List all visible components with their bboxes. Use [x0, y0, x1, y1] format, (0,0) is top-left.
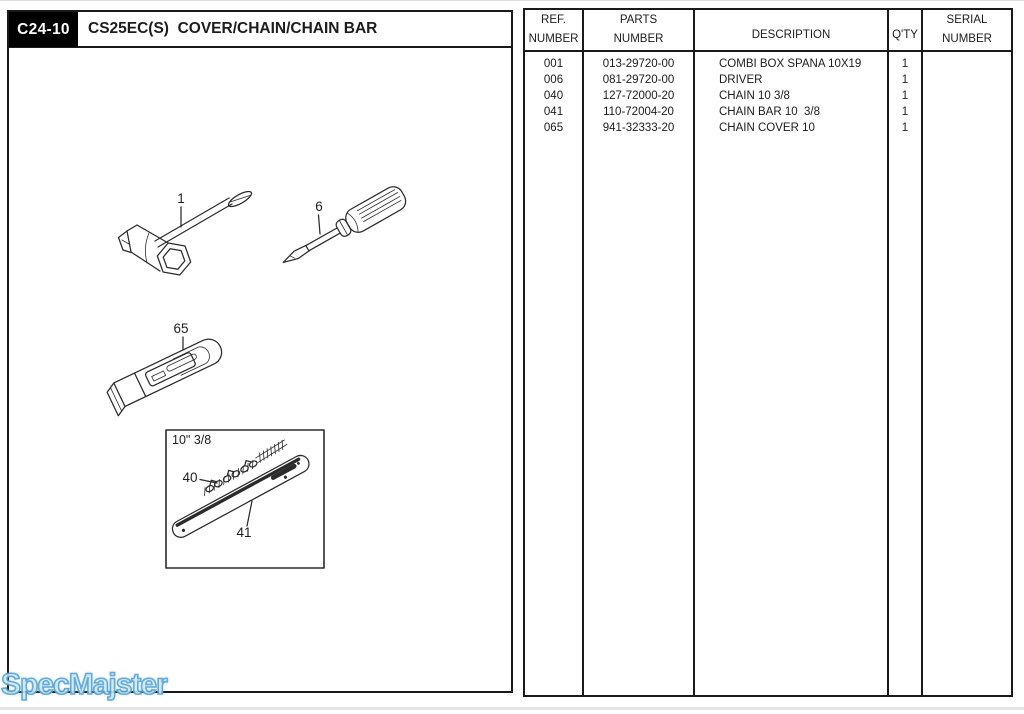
table-cell: CHAIN 10 3/8 [719, 90, 790, 102]
qty-cells [889, 52, 921, 136]
table-cell [923, 56, 1011, 72]
table-cell [923, 104, 1011, 120]
diagram-panel [7, 10, 513, 693]
page-code-badge [9, 12, 78, 47]
header-text: DESCRIPTION [751, 29, 831, 41]
table-cell: 065 [543, 122, 564, 134]
table-cell [923, 72, 1011, 88]
ref-number-cells [525, 52, 582, 136]
header-parts-number [584, 10, 693, 52]
part-label-41: 41 [236, 525, 252, 540]
page-code: C24-10 [17, 20, 70, 38]
column-qty [889, 10, 923, 695]
part-label-1: 1 [177, 191, 185, 206]
table-cell: 1 [901, 90, 909, 102]
header-text: Q'TY [892, 29, 918, 41]
table-cell: 1 [901, 58, 909, 70]
header-text: SERIAL [946, 14, 988, 26]
column-description [695, 10, 889, 695]
column-serial-number [923, 10, 1011, 695]
scan-artifact-top [0, 0, 1024, 1]
header-qty [889, 10, 921, 52]
table-cell: 040 [543, 90, 564, 102]
header-text: PARTS [619, 14, 658, 26]
part-label-6: 6 [315, 199, 323, 214]
table-cell [923, 120, 1011, 136]
header-text: NUMBER [942, 33, 992, 45]
serial-number-cells [923, 52, 1011, 136]
table-cell: 1 [901, 106, 909, 118]
header-text: NUMBER [613, 33, 664, 45]
parts-number-cells [584, 52, 693, 136]
description-cells [695, 52, 887, 136]
table-cell: 081-29720-00 [602, 74, 675, 86]
table-cell: 1 [901, 122, 909, 134]
part-label-40: 40 [182, 470, 198, 485]
table-cell [923, 88, 1011, 104]
header-text: NUMBER [528, 33, 579, 45]
table-cell: 001 [543, 58, 564, 70]
title-bar [7, 10, 513, 48]
header-ref-number [525, 10, 582, 52]
table-cell: CHAIN COVER 10 [719, 122, 815, 134]
scan-artifact-bottom [0, 707, 1024, 710]
column-ref-number [525, 10, 584, 695]
table-cell: CHAIN BAR 10 3/8 [719, 106, 820, 118]
table-cell: DRIVER [719, 74, 763, 86]
header-description [695, 10, 887, 52]
table-cell: COMBI BOX SPANA 10X19 [719, 58, 862, 70]
column-parts-number [584, 10, 695, 695]
parts-table [523, 8, 1013, 697]
table-cell: 127-72000-20 [602, 90, 675, 102]
bar-spec-label: 10" 3/8 [172, 433, 212, 447]
watermark-logo: SpecMajster [1, 668, 167, 701]
header-serial-number [923, 10, 1011, 52]
table-cell: 013-29720-00 [602, 58, 675, 70]
part-label-65: 65 [173, 321, 189, 336]
table-cell: 1 [901, 74, 909, 86]
table-cell: 110-72004-20 [603, 106, 674, 118]
header-text: REF. [541, 14, 566, 26]
table-cell: 041 [543, 106, 564, 118]
page-title: CS25EC(S) COVER/CHAIN/CHAIN BAR [88, 20, 378, 37]
table-cell: 941-32333-20 [602, 122, 675, 134]
table-cell: 006 [543, 74, 564, 86]
